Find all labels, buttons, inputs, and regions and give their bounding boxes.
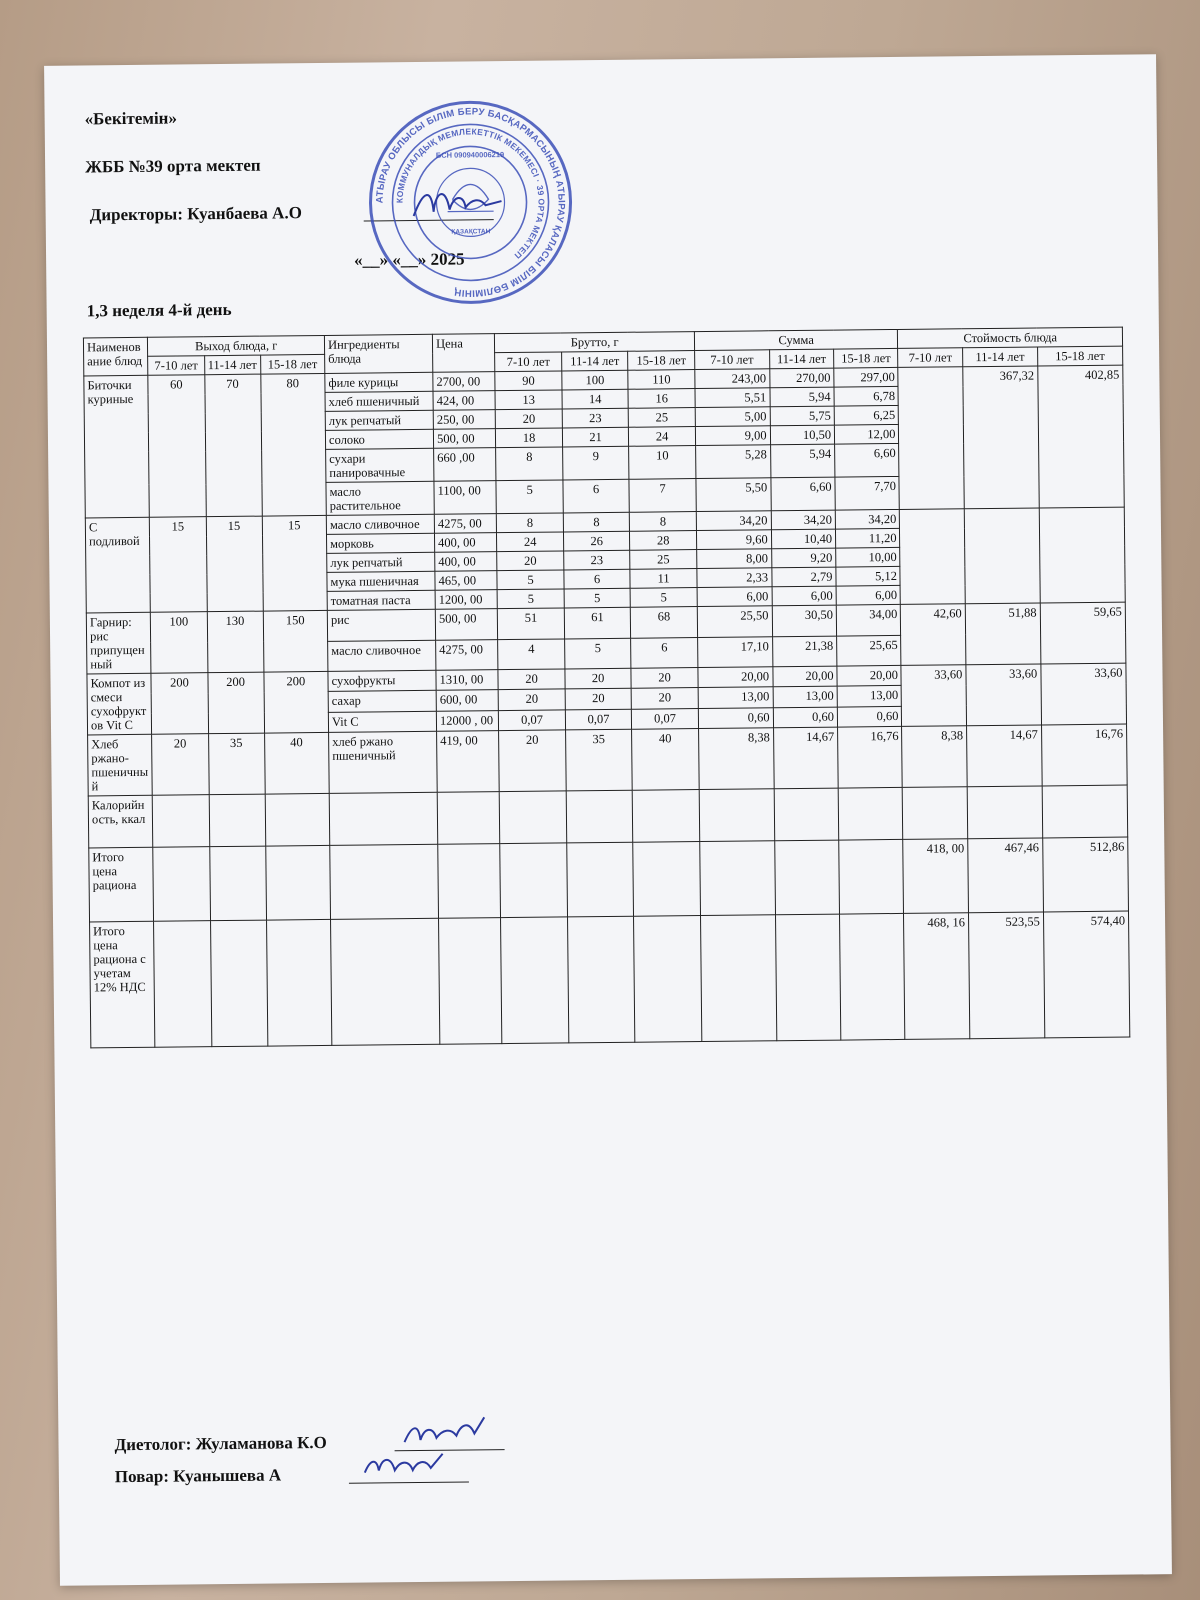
ingredient-sum: 17,10 — [697, 636, 772, 667]
dish-name: С подливой — [85, 517, 150, 613]
ingredient-name: томатная паста — [327, 590, 435, 610]
ingredient-price: 465, 00 — [435, 571, 498, 591]
ingredient-sum: 12,00 — [834, 424, 899, 444]
empty-cell — [774, 840, 839, 915]
empty-cell — [700, 841, 776, 916]
ingredient-brutto: 20 — [499, 730, 566, 792]
ingredient-brutto: 21 — [562, 427, 629, 447]
empty-cell — [634, 916, 702, 1043]
ingredient-brutto: 7 — [629, 479, 696, 513]
ingredient-sum: 5,94 — [770, 444, 835, 478]
dish-yield: 150 — [263, 610, 328, 672]
header-yield: Выход блюда, г — [148, 335, 325, 356]
ingredient-sum: 10,50 — [770, 425, 835, 445]
summary-cost: 468, 16 — [904, 913, 970, 1040]
empty-cell — [500, 843, 567, 918]
ingredient-sum: 243,00 — [695, 369, 770, 389]
dish-yield: 130 — [207, 611, 264, 673]
header-age-11-14: 11-14 лет — [561, 351, 628, 371]
ingredient-brutto: 5 — [564, 638, 631, 669]
dish-name: Хлеб ржано-пшеничный — [88, 734, 153, 796]
ingredient-sum: 6,00 — [697, 587, 772, 607]
dish-yield: 200 — [207, 672, 264, 734]
ingredient-name: рис — [327, 609, 435, 641]
ingredient-brutto: 18 — [496, 428, 563, 448]
ingredient-price: 419, 00 — [437, 731, 500, 793]
ingredient-price: 1310, 00 — [436, 670, 499, 691]
empty-cell — [775, 914, 841, 1041]
ingredient-price: 500, 00 — [433, 429, 496, 449]
empty-cell — [330, 844, 439, 919]
empty-cell — [501, 917, 569, 1044]
ingredient-name: лук репчатый — [327, 552, 435, 572]
dietolog-line: Диетолог: Жуламанова К.О — [114, 1432, 327, 1455]
ingredient-sum: 20,00 — [698, 667, 773, 688]
ingredient-name: Vit C — [328, 711, 436, 732]
ingredient-brutto: 5 — [497, 589, 564, 609]
summary-cost: 512,86 — [1042, 837, 1128, 912]
ingredient-brutto: 20 — [631, 668, 698, 689]
ingredient-brutto: 28 — [630, 531, 697, 551]
header-age-7-10: 7-10 лет — [148, 356, 204, 376]
empty-cell — [500, 791, 567, 844]
empty-cell — [633, 790, 700, 843]
ingredient-brutto: 25 — [629, 408, 696, 428]
ingredient-name: сухари панировачные — [326, 448, 434, 482]
dish-cost: 402,85 — [1037, 365, 1124, 508]
ingredient-brutto: 6 — [631, 637, 698, 668]
ingredient-sum: 6,00 — [836, 585, 901, 605]
dish-yield: 100 — [151, 612, 208, 674]
summary-cost: 467,46 — [968, 838, 1044, 913]
ingredient-price: 600, 00 — [436, 690, 499, 711]
ingredient-sum: 10,40 — [771, 529, 836, 549]
dish-cost: 59,65 — [1040, 602, 1126, 664]
ingredient-sum: 5,94 — [770, 387, 835, 407]
ingredient-sum: 25,50 — [697, 606, 772, 637]
header-price: Цена — [432, 334, 495, 373]
approval-date: «__» «__» 2025 — [354, 249, 465, 270]
ingredient-name: сухофрукты — [328, 670, 436, 691]
ingredient-brutto: 8 — [630, 512, 697, 532]
empty-cell — [633, 842, 700, 917]
stamp-bin: БСН 090940006219 — [435, 150, 505, 160]
summary-cost — [903, 787, 968, 840]
ingredient-name: хлеб пшеничный — [325, 391, 433, 411]
dish-cost: 42,60 — [901, 604, 966, 666]
ingredient-sum: 8,00 — [697, 549, 772, 569]
dish-yield: 20 — [152, 734, 209, 796]
ingredient-sum: 5,00 — [695, 407, 770, 427]
summary-cost — [1042, 785, 1128, 838]
dish-name: Компот из смеси сухофруктов Vit C — [87, 673, 152, 735]
ingredient-brutto: 0,07 — [632, 708, 699, 729]
ingredient-brutto: 68 — [631, 607, 698, 638]
ingredient-price: 250, 00 — [433, 410, 496, 430]
ingredient-brutto: 16 — [628, 389, 695, 409]
header-age-15-18: 15-18 лет — [260, 354, 325, 374]
header-age-15-18: 15-18 лет — [1037, 346, 1123, 366]
header-age-11-14: 11-14 лет — [204, 355, 260, 375]
ingredient-brutto: 5 — [564, 588, 631, 608]
ingredient-brutto: 6 — [563, 479, 630, 513]
ingredient-name: сахар — [328, 691, 436, 712]
dish-yield: 80 — [260, 373, 326, 516]
dish-yield: 35 — [208, 733, 265, 795]
empty-cell — [839, 839, 904, 914]
header-cost: Стоймость блюда — [898, 327, 1123, 348]
ingredient-sum: 14,67 — [773, 727, 838, 789]
ingredient-sum: 5,28 — [695, 445, 770, 479]
ingredient-brutto: 51 — [498, 608, 565, 639]
ingredient-sum: 34,00 — [836, 604, 901, 635]
ingredient-brutto: 23 — [562, 408, 629, 428]
header-age-15-18: 15-18 лет — [834, 348, 899, 368]
dish-name: Гарнир: рис припущенный — [86, 612, 151, 674]
ingredient-sum: 30,50 — [772, 605, 837, 636]
summary-cost: 523,55 — [968, 912, 1044, 1039]
summary-label: Калорийность, ккал — [88, 795, 153, 848]
ingredient-brutto: 40 — [632, 729, 699, 791]
empty-cell — [567, 842, 634, 917]
ingredient-brutto: 20 — [496, 409, 563, 429]
empty-cell — [840, 913, 906, 1040]
ingredient-sum: 2,33 — [697, 568, 772, 588]
ingredient-brutto: 0,07 — [565, 709, 632, 730]
ingredient-sum: 0,60 — [773, 707, 838, 728]
dish-yield: 60 — [148, 375, 206, 518]
dish-cost: 33,60 — [966, 664, 1041, 726]
ingredient-brutto: 8 — [563, 512, 630, 532]
empty-cell — [210, 920, 267, 1047]
empty-cell — [439, 918, 503, 1045]
ingredient-brutto: 5 — [630, 588, 697, 608]
ingredient-price: 1100, 00 — [434, 481, 497, 515]
ingredient-name: масло растительное — [326, 481, 434, 515]
ingredient-sum: 13,00 — [698, 687, 773, 708]
ingredient-brutto: 20 — [565, 668, 632, 689]
ingredient-brutto: 14 — [562, 389, 629, 409]
ingredient-sum: 21,38 — [772, 636, 837, 667]
cook-signature — [359, 1446, 449, 1487]
ingredient-brutto: 35 — [565, 729, 632, 791]
ingredient-brutto: 26 — [563, 531, 630, 551]
ingredient-sum: 8,38 — [698, 728, 773, 790]
dish-cost: 33,60 — [1041, 663, 1127, 725]
ingredient-brutto: 90 — [495, 371, 562, 391]
dish-cost — [900, 509, 965, 605]
dish-name: Биточки куриные — [84, 375, 150, 518]
ingredient-brutto: 110 — [628, 370, 695, 390]
ingredient-sum: 9,00 — [695, 426, 770, 446]
dish-cost: 14,67 — [966, 725, 1041, 787]
ingredient-brutto: 20 — [497, 551, 564, 571]
empty-cell — [699, 789, 774, 842]
summary-label: Итого цена рациона с учетам 12% НДС — [90, 921, 156, 1048]
header-age-11-14: 11-14 лет — [962, 347, 1037, 367]
ingredient-price: 4275, 00 — [436, 639, 499, 670]
ingredient-brutto: 23 — [564, 550, 631, 570]
table-row — [88, 724, 1128, 796]
stamp-inner-text: КОММУНАЛДЫҚ МЕМЛЕКЕТТІК МЕКЕМЕСІ · 39 ОРТА МЕКТЕП — [394, 126, 547, 261]
summary-cost — [967, 786, 1042, 839]
empty-cell — [154, 921, 211, 1048]
ingredient-sum: 7,70 — [835, 476, 900, 510]
ingredient-sum: 34,20 — [696, 511, 771, 531]
dish-yield: 200 — [151, 673, 208, 735]
ingredient-brutto: 4 — [498, 638, 565, 669]
header-dish-name: Наименование блюд — [83, 337, 148, 376]
cook-line: Повар: Куанышева А — [114, 1465, 282, 1487]
header-brutto: Брутто, г — [495, 332, 695, 353]
ingredient-name: хлеб ржано пшеничный — [329, 731, 438, 793]
ingredient-sum: 6,00 — [772, 586, 837, 606]
ingredient-sum: 16,76 — [838, 726, 903, 788]
header-age-7-10: 7-10 лет — [495, 352, 562, 372]
approve-heading: «Бекітемін» — [84, 108, 178, 129]
director-signature — [405, 181, 516, 232]
dish-yield: 70 — [204, 374, 262, 517]
empty-cell — [566, 790, 633, 843]
header-ingredients: Ингредиенты блюда — [324, 334, 432, 373]
ingredient-sum: 20,00 — [837, 665, 902, 686]
empty-cell — [437, 792, 500, 845]
ingredient-sum: 6,60 — [835, 443, 900, 477]
ingredient-name: солоко — [325, 429, 433, 449]
stamp-outer-text: АТЫРАУ ОБЛЫСЫ БІЛІМ БЕРУ БАСҚАРМАСЫНЫҢ АТЫРАУ ҚАЛАСЫ БІЛІМ БӨЛІМІНІҢ — [374, 106, 567, 299]
ingredient-sum: 11,20 — [836, 528, 901, 548]
ingredient-sum: 9,20 — [771, 548, 836, 568]
ingredient-sum: 5,75 — [770, 406, 835, 426]
ingredient-brutto: 0,07 — [499, 710, 566, 731]
empty-cell — [700, 915, 776, 1042]
ingredient-brutto: 20 — [499, 689, 566, 710]
empty-cell — [265, 845, 330, 920]
ingredient-price: 400, 00 — [435, 552, 498, 572]
ingredient-brutto: 20 — [631, 688, 698, 709]
empty-cell — [438, 844, 501, 919]
ingredient-brutto: 5 — [497, 570, 564, 590]
ingredient-brutto: 11 — [630, 569, 697, 589]
ingredient-brutto: 24 — [497, 532, 564, 552]
empty-cell — [567, 916, 635, 1043]
ingredient-price: 12000 , 00 — [436, 710, 499, 731]
ingredient-sum: 6,25 — [834, 405, 899, 425]
empty-cell — [329, 792, 438, 845]
dish-cost: 16,76 — [1041, 724, 1127, 786]
ingredient-price: 500, 00 — [435, 609, 498, 640]
summary-cost: 574,40 — [1043, 911, 1130, 1038]
ingredient-brutto: 13 — [495, 390, 562, 410]
ingredient-sum: 6,60 — [771, 477, 836, 511]
header-sum: Сумма — [694, 329, 898, 350]
ingredient-sum: 5,51 — [695, 388, 770, 408]
header-age-11-14: 11-14 лет — [769, 349, 834, 369]
empty-cell — [774, 788, 839, 841]
ingredient-brutto: 10 — [629, 446, 696, 480]
week-day-label: 1,3 неделя 4-й день — [86, 299, 232, 321]
empty-cell — [153, 795, 210, 848]
ingredient-name: филе курицы — [325, 372, 433, 392]
dish-cost: 33,60 — [901, 665, 966, 727]
school-name: ЖББ №39 орта мектеп — [85, 155, 261, 177]
dish-yield: 200 — [264, 671, 329, 733]
ingredient-name: мука пшеничная — [327, 571, 435, 591]
dish-cost: 51,88 — [965, 603, 1040, 665]
menu-table-body — [84, 365, 1130, 1048]
ingredient-name: лук репчатый — [325, 410, 433, 430]
ingredient-sum: 13,00 — [837, 686, 902, 707]
ingredient-brutto: 8 — [496, 447, 563, 481]
ingredient-price: 660 ,00 — [434, 448, 497, 482]
dish-cost: 367,32 — [963, 366, 1039, 509]
empty-cell — [266, 919, 332, 1046]
ingredient-name: масло сливочное — [326, 514, 434, 534]
header-age-7-10: 7-10 лет — [898, 348, 963, 368]
ingredient-price: 1200, 00 — [435, 590, 498, 610]
ingredient-brutto: 6 — [564, 569, 631, 589]
ingredient-name: масло сливочное — [328, 640, 436, 672]
ingredient-sum: 20,00 — [773, 666, 838, 687]
dish-cost — [898, 367, 964, 510]
ingredient-brutto: 61 — [564, 607, 631, 638]
empty-cell — [209, 846, 266, 921]
empty-cell — [209, 794, 266, 847]
ingredient-sum: 2,79 — [772, 567, 837, 587]
summary-row — [90, 911, 1130, 1048]
summary-row — [89, 837, 1129, 922]
dish-cost: 8,38 — [902, 726, 967, 788]
ingredient-name: морковь — [327, 533, 435, 553]
empty-cell — [838, 787, 903, 840]
empty-cell — [331, 918, 440, 1045]
ingredient-sum: 34,20 — [835, 509, 900, 529]
ingredient-brutto: 25 — [630, 550, 697, 570]
ingredient-sum: 34,20 — [771, 510, 836, 530]
dish-cost — [964, 508, 1040, 604]
dish-yield: 15 — [206, 516, 263, 612]
summary-cost: 418, 00 — [903, 839, 968, 914]
dish-yield: 15 — [150, 517, 207, 613]
summary-label: Итого цена рациона — [89, 847, 154, 922]
ingredient-price: 424, 00 — [433, 391, 496, 411]
ingredient-brutto: 5 — [496, 480, 563, 514]
dish-cost — [1039, 507, 1125, 603]
ingredient-brutto: 24 — [629, 427, 696, 447]
dish-yield: 40 — [264, 732, 329, 794]
ingredient-brutto: 8 — [497, 513, 564, 533]
document-sheet — [44, 54, 1172, 1586]
ingredient-brutto: 9 — [562, 446, 629, 480]
header-age-7-10: 7-10 лет — [694, 350, 769, 370]
ingredient-sum: 9,60 — [696, 530, 771, 550]
ingredient-brutto: 100 — [562, 370, 629, 390]
ingredient-price: 4275, 00 — [434, 514, 497, 534]
dish-yield: 15 — [262, 515, 327, 611]
ingredient-sum: 5,50 — [696, 478, 771, 512]
ingredient-sum: 0,60 — [837, 706, 902, 727]
ingredient-price: 2700, 00 — [433, 372, 496, 392]
empty-cell — [265, 793, 330, 846]
ingredient-sum: 5,12 — [836, 566, 901, 586]
director-line: Директоры: Куанбаева А.О — [89, 203, 302, 225]
ingredient-sum: 6,78 — [834, 386, 899, 406]
ingredient-sum: 270,00 — [769, 368, 834, 388]
header-age-15-18: 15-18 лет — [628, 351, 695, 371]
ingredient-price: 400, 00 — [435, 533, 498, 553]
ingredient-sum: 25,65 — [837, 635, 902, 666]
empty-cell — [153, 847, 210, 922]
ingredient-sum: 297,00 — [834, 367, 899, 387]
stamp-center-text: ҚАЗАҚСТАН — [451, 228, 491, 236]
ingredient-sum: 0,60 — [698, 707, 773, 728]
ingredient-sum: 10,00 — [836, 547, 901, 567]
ingredient-brutto: 20 — [498, 669, 565, 690]
ingredient-sum: 13,00 — [773, 686, 838, 707]
ingredient-brutto: 20 — [565, 689, 632, 710]
menu-table — [83, 327, 1130, 1049]
